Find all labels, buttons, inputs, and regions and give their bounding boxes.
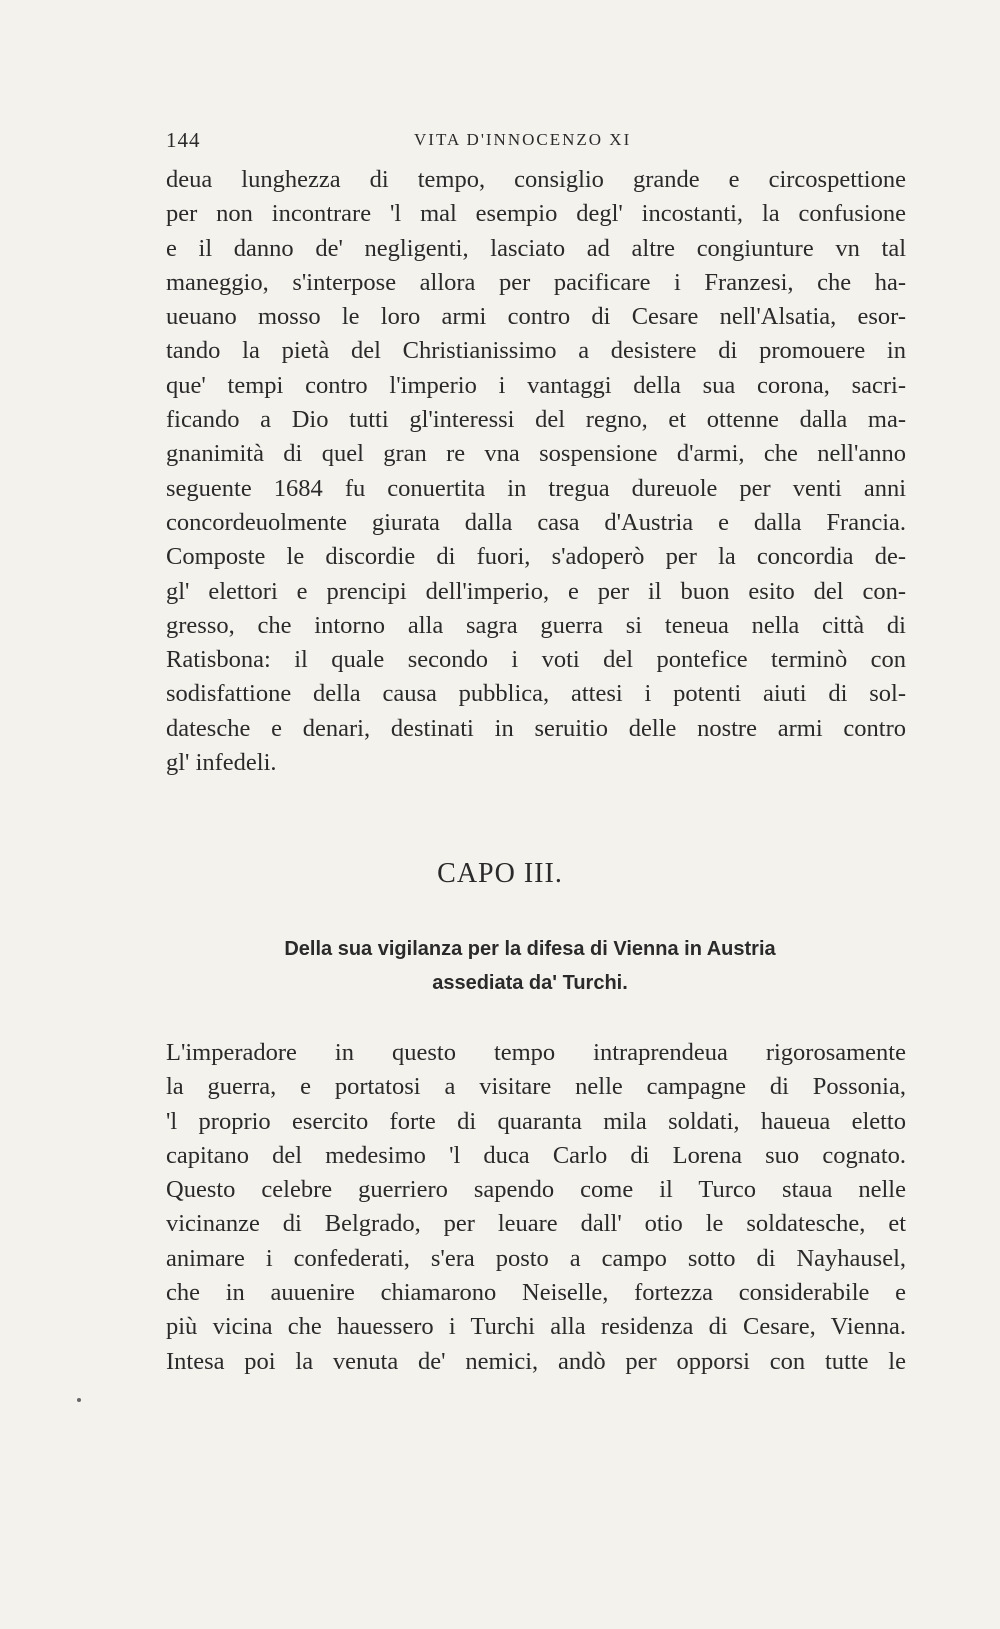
text-line: e il danno de' negligenti, lasciato ad altre congiunture vn tal xyxy=(166,234,906,262)
text-line: L'imperadore in questo tempo intraprendeua rigorosamente xyxy=(166,1039,906,1066)
chapter-subtitle xyxy=(170,932,890,1000)
text-line: que' tempi contro l'imperio i vantaggi della sua corona, sacri- xyxy=(166,371,906,399)
text-line: gresso, che intorno alla sagra guerra si teneua nella città di xyxy=(166,611,906,639)
text-line: gnanimità di quel gran re vna sospensione d'armi, che nell'anno xyxy=(166,440,906,468)
paragraph-2 xyxy=(166,1036,906,1379)
text-line: ficando a Dio tutti gl'interessi del regno, et ottenne dalla ma- xyxy=(166,406,906,434)
text-line: Ratisbona: il quale secondo i voti del pontefice terminò con xyxy=(166,646,906,674)
text-line: più vicina che hauessero i Turchi alla residenza di Cesare, Vienna. xyxy=(166,1313,906,1341)
text-line: Questo celebre guerriero sapendo come il Turco staua nelle xyxy=(166,1176,906,1204)
text-line: tando la pietà del Christianissimo a desistere di promouere in xyxy=(166,337,906,365)
paragraph-1 xyxy=(166,163,906,780)
text-line: animare i confederati, s'era posto a campo sotto di Nayhausel, xyxy=(166,1244,906,1272)
text-line: seguente 1684 fu conuertita in tregua dureuole per venti anni xyxy=(166,474,906,502)
chapter-subtitle-line: Della sua vigilanza per la difesa di Vienna in Austria xyxy=(284,938,776,960)
chapter-subtitle-line: assediata da' Turchi. xyxy=(432,972,628,994)
text-line: datesche e denari, destinati in seruitio delle nostre armi contro xyxy=(166,714,906,742)
text-line: per non incontrare 'l mal esempio degl' incostanti, la confusione xyxy=(166,200,906,228)
text-line: maneggio, s'interpose allora per pacificare i Franzesi, che ha- xyxy=(166,268,906,296)
text-line: capitano del medesimo 'l duca Carlo di Lorena suo cognato. xyxy=(166,1141,906,1169)
text-line: che in auuenire chiamarono Neiselle, fortezza considerabile e xyxy=(166,1279,906,1307)
text-line: deua lunghezza di tempo, consiglio grande e circospettione xyxy=(166,166,906,193)
chapter-heading: CAPO III. xyxy=(437,858,563,889)
text-line: ueuano mosso le loro armi contro di Cesare nell'Alsatia, esor- xyxy=(166,303,906,331)
text-line: gl' elettori e prencipi dell'imperio, e per il buon esito del con- xyxy=(166,577,906,605)
running-title: VITA D'INNOCENZO XI xyxy=(414,130,632,149)
ink-speck xyxy=(77,1398,81,1402)
text-line: Intesa poi la venuta de' nemici, andò per opporsi con tutte le xyxy=(166,1347,906,1375)
text-line: sodisfattione della causa pubblica, attesi i potenti aiuti di sol- xyxy=(166,680,906,708)
text-line: la guerra, e portatosi a visitare nelle campagne di Possonia, xyxy=(166,1073,906,1101)
text-line: gl' infedeli. xyxy=(166,749,277,777)
text-line: concordeuolmente giurata dalla casa d'Austria e dalla Francia. xyxy=(166,508,906,536)
running-head xyxy=(166,128,866,158)
text-line: 'l proprio esercito forte di quaranta mila soldati, haueua eletto xyxy=(166,1107,906,1135)
text-line: vicinanze di Belgrado, per leuare dall' otio le soldatesche, et xyxy=(166,1210,906,1238)
text-line: Composte le discordie di fuori, s'adoperò per la concordia de- xyxy=(166,543,906,571)
page-number: 144 xyxy=(166,128,201,152)
